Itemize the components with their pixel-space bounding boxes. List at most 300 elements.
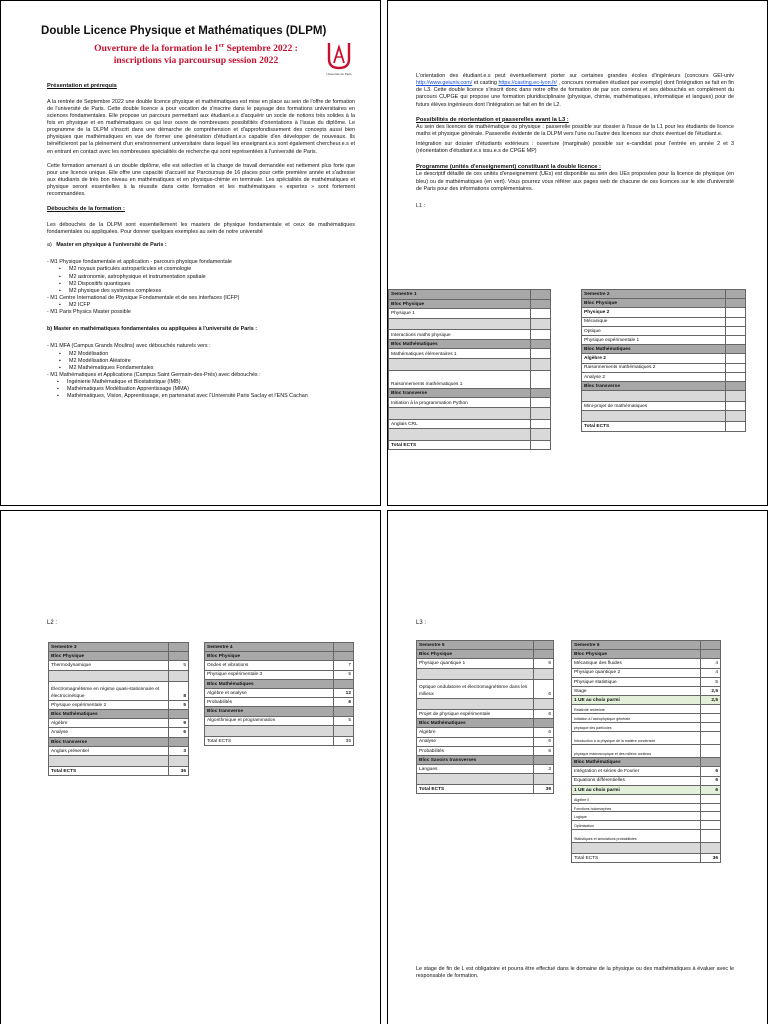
ects-value [531, 398, 551, 408]
heading-programme: Programme (unités d'enseignement) constituant la double licence : [416, 163, 601, 170]
ue-label: Bloc Mathématiques [582, 345, 726, 354]
ue-label: Optique [582, 326, 726, 335]
table-row [389, 370, 551, 388]
ects-value [726, 290, 746, 299]
ue-label [582, 391, 726, 402]
table-row [417, 774, 554, 785]
table-row [572, 722, 721, 731]
table-row [49, 719, 189, 728]
university-logo [323, 39, 355, 79]
table-row [572, 677, 721, 686]
table-row [417, 737, 554, 746]
ue-label: Algorithmique et programmation [205, 716, 334, 725]
ue-label: Stage [572, 686, 701, 695]
list-item: ▪ M2 noyaux particules astroparticules et cosmologie [47, 266, 355, 273]
paragraph-exterieurs: Intégration sur dossier d'étudiants extérieurs : ouverture (marginale) possible sur e-candidat pour l'entrée en année 2 et 3 (réorientation d'étudiant.e.s issu.e.s de CPGE MP) [416, 140, 734, 154]
ue-label: Bloc Physique [205, 652, 334, 661]
table-semestre-6 [571, 640, 721, 863]
ue-label: Bloc Mathématiques [49, 710, 169, 719]
ue-label: Physique expérimentale 1 [582, 335, 726, 344]
ects-value [701, 821, 721, 830]
ue-label: Physique expérimentale 3 [205, 670, 334, 679]
table-row [205, 670, 354, 679]
document-title: Double Licence Physique et Mathématiques (DLPM) [41, 25, 327, 37]
ue-label: Bloc Mathématiques [205, 679, 334, 688]
ects-value: 6 [534, 679, 554, 698]
table-row [582, 326, 746, 335]
paragraph-selection: Cette formation amenant à un double diplôme, elle est sélective et la charge de travail demandée est nettement plus forte que pour une licence unique. Elle offre une capacité d'accueil sur Parcoursup de 16 places pour cette première année et s'adresse aux étudiants de très bon niveau en mathématiques et en physique-chimie en terminale. Les spécialités de mathématiques et physique seront essentielles à la réussite dans cette formation et les mathématiques « expertes » sont fortement recommandées. [47, 162, 355, 198]
logo-caption: Université de Paris [326, 72, 352, 76]
ue-label: Probabilités [417, 746, 534, 755]
ue-label: Physique 2 [582, 308, 726, 317]
table-row [389, 359, 551, 371]
ue-label: Physique quantique 1 [417, 659, 534, 668]
table-row [205, 643, 354, 652]
ects-value [726, 326, 746, 335]
table-semestre-2 [581, 289, 746, 432]
ects-value [531, 429, 551, 441]
ects-value [726, 317, 746, 326]
ue-label: Algèbre [417, 728, 534, 737]
table-row [49, 756, 189, 767]
table-row [572, 731, 721, 744]
ue-label: Total ECTS [582, 422, 726, 431]
table-row [582, 308, 746, 317]
ue-label: Langues [417, 765, 534, 774]
table-row [572, 794, 721, 803]
list-marker: a) [47, 242, 52, 249]
table-row [582, 402, 746, 411]
ects-value: 6 [701, 767, 721, 776]
table-row [572, 767, 721, 776]
ects-value [726, 402, 746, 411]
table-row [49, 746, 189, 755]
ue-label: Raisonnements mathématiques 2 [582, 363, 726, 372]
ects-value [531, 330, 551, 340]
ue-label: Bloc Mathématiques [389, 339, 531, 349]
ects-value [534, 719, 554, 728]
list-item: ▪ M2 ICFP [47, 302, 355, 309]
table-row [389, 349, 551, 359]
table-row [49, 643, 189, 652]
ue-label: Semestre 2 [582, 290, 726, 299]
ects-value [334, 643, 354, 652]
ects-value [334, 725, 354, 736]
table-row [582, 299, 746, 308]
ects-value: 2,5 [701, 686, 721, 695]
ue-label: 1 UE au choix parmi [572, 785, 701, 794]
ects-value [531, 440, 551, 450]
ue-label: Algèbre [49, 719, 169, 728]
ue-label: Raisonnements mathématiques 1 [389, 370, 531, 388]
ue-label: Introduction à la physique de la matière condensée [572, 731, 701, 744]
table-row [582, 372, 746, 381]
table-row [572, 744, 721, 757]
table-row [389, 398, 551, 408]
subtitle-sup: er [218, 43, 225, 49]
ects-value [701, 705, 721, 714]
table-row [582, 422, 746, 431]
table-row [205, 679, 354, 688]
table-row [572, 785, 721, 794]
table-row [49, 737, 189, 746]
university-logo-icon [323, 39, 355, 73]
ue-label: Initiation à la programmation Python [389, 398, 531, 408]
ue-label: Semestre 4 [205, 643, 334, 652]
m1-mfa-list [47, 351, 355, 372]
master-physique-title [47, 242, 355, 249]
table-row [49, 767, 189, 776]
ects-value [531, 299, 551, 309]
ue-label [205, 725, 334, 736]
table-row [417, 765, 554, 774]
list-item: ▪ Mathématiques Modélisation Apprentissage (MMA) [47, 386, 355, 393]
ue-label [417, 698, 534, 709]
ects-value [531, 309, 551, 319]
ue-label: physique macroscopique et des milieux continus [572, 744, 701, 757]
ects-value [169, 643, 189, 652]
m1-icfp-list [47, 302, 355, 309]
ue-label [572, 843, 701, 854]
ects-value [701, 714, 721, 723]
heading-debouches: Débouchés de la formation : [47, 206, 125, 213]
ects-value: 4 [701, 668, 721, 677]
ue-label: Projet de physique expérimentale [417, 709, 534, 718]
ects-value [534, 698, 554, 709]
ects-value: 9 [169, 719, 189, 728]
ue-label: Bloc Physique [49, 652, 169, 661]
ue-label: Total ECTS [205, 736, 334, 745]
ects-value [334, 707, 354, 716]
ects-value [701, 758, 721, 767]
ue-label: Equations différentielles [572, 776, 701, 785]
table-row [582, 317, 746, 326]
list-item: ▪ M2 physique des systèmes complexes [47, 288, 355, 295]
ue-label: Fonctions holomorphes [572, 803, 701, 812]
table-row [389, 408, 551, 420]
ue-label: Interactions maths physique [389, 330, 531, 340]
text-run: , concours normalien étudiant par exemple) dont l'intégration se fait en fin de L3. Cette double licence s'inscrit donc dans notre offre de formation de par son contenu et ses débouchés en complément du parcours CUPGE qui propose une formation pluridisciplinaire (physique, chimie, mathématiques, informatique et langues) pour de futurs élèves ingénieurs dont l'intégration se fait en fin de L2. [416, 80, 734, 108]
table-row [572, 714, 721, 723]
table-row [205, 652, 354, 661]
table-row [205, 736, 354, 745]
table-row [389, 318, 551, 330]
ects-value [531, 349, 551, 359]
ue-label [49, 756, 169, 767]
table-row [417, 650, 554, 659]
ue-label: Thermodynamique [49, 661, 169, 670]
ue-label [389, 408, 531, 420]
table-row [572, 843, 721, 854]
ue-label [389, 359, 531, 371]
ects-value: 5 [169, 661, 189, 670]
ects-value: 6 [534, 746, 554, 755]
list-item: ▪ M2 astronomie, astrophysique et instrumentation spatiale [47, 274, 355, 281]
table-row [417, 755, 554, 764]
ue-label: Total ECTS [572, 854, 701, 863]
ects-value [531, 318, 551, 330]
ects-value [534, 755, 554, 764]
paragraph-presentation: A la rentrée de Septembre 2022 une double licence physique et mathématiques est mise en place au sein de l'offre de formation de l'université de Paris. Cette double licence a pour vocation de s'inscrire dans le paysage des formations universitaires en sciences fondamentales. Elle propose un parcours permettant aux étudiant.e.s d'acquérir un socle de notions très solides à la fois en physique et en mathématiques ce qui leur ouvre de nombreuses possibilités d'orientations à l'issue du diplôme. Le programme de la DLPM s'inscrit dans une démarche de compréhension et d'approfondissement des concepts aussi bien physiques que mathématiques en vue de former une génération d'étudiant.e.s capable d'en développer de nouveaux. Ils bénéficieront par la pleinement d'un environnement universitaire dans lequel les enseignant.e.s sont également chercheur.e.s et en entrant en contact avec les nombreuses spécialités de recherche qui sont représentées à l'université de Paris. [47, 98, 355, 155]
l2-label: L2 : [47, 620, 58, 626]
m1-physique-list [47, 266, 355, 295]
m1-physique: - M1 Physique fondamentale et application - parcours physique fondamentale [47, 259, 232, 266]
table-row [572, 803, 721, 812]
ue-label: Mathématiques élémentaires 1 [389, 349, 531, 359]
ects-value [701, 794, 721, 803]
ects-value: 6 [534, 659, 554, 668]
ue-label: Initiation à l'astrophysique générale [572, 714, 701, 723]
ue-label: Probabilités [205, 698, 334, 707]
table-row [389, 419, 551, 429]
ue-label [582, 411, 726, 422]
ue-label: Analyse 2 [582, 372, 726, 381]
table-row [389, 299, 551, 309]
ue-label: Physique expérimentale 2 [49, 700, 169, 709]
ue-label: Intégration et séries de Fourier [572, 767, 701, 776]
m1-icfp: - M1 Centre International de Physique Fondamentale et de ses interfaces (ICFP) [47, 294, 240, 301]
ects-value [726, 335, 746, 344]
ects-value [726, 299, 746, 308]
heading-presentation: Présentation et prérequis [47, 83, 117, 89]
ects-value [701, 812, 721, 821]
ects-value: 6 [169, 728, 189, 737]
table-row [49, 670, 189, 681]
table-row [417, 679, 554, 698]
table-row [572, 659, 721, 668]
ects-value [169, 670, 189, 681]
ue-label: Ondes et vibrations [205, 661, 334, 670]
table-row [49, 661, 189, 670]
footnote-stage: Le stage de fin de L est obligatoire et pourra être effectué dans le domaine de la physique ou des mathématiques à évaluer avec le responsable de formation. [416, 966, 734, 980]
table-row [417, 719, 554, 728]
paragraph-passerelles: Au sein des licences de mathématique ou physique : passerelle possible sur dossier à l'issue de la L1 pour les étudiants de licence maths et physique générale. Passerelle évidente de la DLPM vers l'une ou l'autre des licences sur choix éventuel de l'étudiant.e. [416, 124, 734, 138]
ects-value [169, 710, 189, 719]
ects-value: 36 [169, 767, 189, 776]
ue-label: Algèbre 2 [582, 354, 726, 363]
ects-value [169, 652, 189, 661]
table-row [389, 388, 551, 398]
m1-ma: - M1 Mathématiques et Applications (Campus Saint Germain-des-Prés) avec débouchés : [47, 371, 261, 378]
table-row [582, 290, 746, 299]
ects-value [534, 774, 554, 785]
table-row [582, 354, 746, 363]
subtitle-part: Ouverture de la formation le 1 [94, 43, 219, 55]
ue-label: Bloc Physique [582, 299, 726, 308]
table-row [417, 698, 554, 709]
table-row [582, 391, 746, 402]
list-item: ▪ Ingénierie Mathématique et Biostatistique (IMB) [47, 379, 355, 386]
ue-label: Physique 1 [389, 309, 531, 319]
list-item: ▪ M2 Modélisation [47, 351, 355, 358]
m1-mfa: - M1 MFA (Campus Grands Moulins) avec débouchés naturels vers : [47, 343, 211, 350]
ects-value [534, 650, 554, 659]
ects-value: 6 [701, 776, 721, 785]
ue-label: Bloc transverse [389, 388, 531, 398]
m1-paris-physics: - M1 Paris Physics Master possible [47, 309, 131, 316]
ects-value [701, 731, 721, 744]
ue-label: Mécanique des fluides [572, 659, 701, 668]
ue-label: Logique [572, 812, 701, 821]
ue-label: Bloc Savoirs transverses [417, 755, 534, 764]
page-1 [0, 0, 381, 506]
ects-value [534, 641, 554, 650]
list-item: ▪ M2 Modélisation Aléatoire [47, 358, 355, 365]
opening-subtitle [71, 43, 321, 66]
table-semestre-5 [416, 640, 554, 794]
ects-value: 2,5 [701, 696, 721, 705]
ects-value [701, 722, 721, 731]
heading-reorientation: Possibilités de réorientation et passerelles avant la L3 : [416, 116, 569, 123]
master-physique-label: Master en physique à l'université de Paris : [56, 242, 167, 249]
ects-value: 35 [334, 736, 354, 745]
table-row [572, 821, 721, 830]
ue-label [389, 429, 531, 441]
ue-label: Semestre 6 [572, 641, 701, 650]
table-row [417, 659, 554, 668]
table-row [205, 698, 354, 707]
ue-label: Statistiques et simulations probabilistes [572, 829, 701, 842]
ects-value [726, 308, 746, 317]
ects-value: 5 [334, 716, 354, 725]
ects-value [701, 744, 721, 757]
table-semestre-1 [388, 289, 551, 450]
paragraph-programme: Le descriptif détaillé de ces unités d'enseignement (UEs) est disponible au sein des UEs proposées pour la licence de physique (en bleu) ou de mathématiques (en vert). Vous pourrez vous référer aux pages web de chacune de ces licences sur le site d'université de Paris pour des informations complémentaires. [416, 171, 734, 192]
ects-value [726, 363, 746, 372]
table-semestre-3 [48, 642, 189, 776]
table-row [49, 652, 189, 661]
list-item: ▪ M2 Mathématiques Fondamentales [47, 365, 355, 372]
table-row [49, 681, 189, 700]
table-row [582, 363, 746, 372]
table-row [389, 429, 551, 441]
paragraph-orientation [416, 73, 734, 109]
ects-value [531, 359, 551, 371]
table-row [49, 700, 189, 709]
table-row [205, 688, 354, 697]
ue-label: Mini-projet de mathématiques [582, 402, 726, 411]
table-row [389, 309, 551, 319]
ects-value [531, 339, 551, 349]
ue-label: Semestre 3 [49, 643, 169, 652]
table-row [572, 812, 721, 821]
table-row [205, 716, 354, 725]
ects-value [531, 419, 551, 429]
ue-label: Bloc Physique [572, 650, 701, 659]
text-run: et casting [472, 80, 499, 87]
page-3 [0, 510, 381, 1024]
ects-value: 6 [701, 785, 721, 794]
table-row [417, 709, 554, 718]
ue-label [49, 670, 169, 681]
table-row [389, 290, 551, 300]
ects-value: 6 [534, 728, 554, 737]
page-4 [387, 510, 768, 1024]
ects-value: 3 [534, 765, 554, 774]
table-row [389, 339, 551, 349]
table-row [572, 650, 721, 659]
ue-label: Analyse [49, 728, 169, 737]
ects-value [531, 290, 551, 300]
ects-value: 39 [534, 785, 554, 794]
ects-value: 5 [169, 700, 189, 709]
ue-label: Relativité restreinte [572, 705, 701, 714]
table-row [572, 705, 721, 714]
ue-label: Optique ondulatoire et électromagnétisme dans les milieux [417, 679, 534, 698]
ects-value [726, 381, 746, 390]
list-item: ▪ Mathématiques, Vision, Apprentissage, en partenariat avec l'Université Paris Saclay et l'ENS Cachan [47, 393, 355, 400]
ects-value [531, 370, 551, 388]
table-row [582, 411, 746, 422]
ue-label: Bloc transverse [205, 707, 334, 716]
table-row [572, 641, 721, 650]
ue-label: Mécanique [582, 317, 726, 326]
ects-value: 3 [169, 746, 189, 755]
ue-label: Bloc Mathématiques [572, 758, 701, 767]
ue-label: Total ECTS [389, 440, 531, 450]
table-row [572, 829, 721, 842]
ue-label: Semestre 5 [417, 641, 534, 650]
ue-label: Analyse [417, 737, 534, 746]
ects-value [726, 411, 746, 422]
ects-value: 8 [169, 681, 189, 700]
table-row [572, 854, 721, 863]
ects-value [534, 668, 554, 679]
table-semestre-4 [204, 642, 354, 746]
ue-label: Optimisation [572, 821, 701, 830]
table-row [572, 668, 721, 677]
text-run: L'orientation des étudiant.e.s peut éventuellement porter sur certaines grandes écoles d'ingénieurs (concours GEI-univ [416, 73, 734, 79]
page-2 [387, 0, 768, 506]
table-row [582, 345, 746, 354]
l3-label: L3 : [416, 620, 427, 626]
ue-label: Algèbre et analyse [205, 688, 334, 697]
ue-label: 1 UE au choix parmi [572, 696, 701, 705]
ects-value [169, 737, 189, 746]
table-row [205, 661, 354, 670]
ue-label [417, 774, 534, 785]
section-orientation [416, 73, 734, 210]
table-row [49, 710, 189, 719]
table-row [205, 725, 354, 736]
link-casting[interactable]: https://casting.ec-lyon.fr/ [498, 80, 557, 87]
ue-label: Total ECTS [49, 767, 169, 776]
table-row [582, 381, 746, 390]
ue-label: Bloc transverse [49, 737, 169, 746]
l1-label: L1 : [416, 202, 425, 209]
table-row [572, 686, 721, 695]
ects-value: 12 [334, 688, 354, 697]
table-row [572, 696, 721, 705]
ects-value [726, 354, 746, 363]
table-row [417, 728, 554, 737]
master-maths-title: b) Master en mathématiques fondamentales ou appliquées à l'université de Paris : [47, 326, 258, 333]
ects-value: 5 [334, 670, 354, 679]
ue-label [417, 668, 534, 679]
ects-value [334, 652, 354, 661]
ue-label: Anglais CRL [389, 419, 531, 429]
table-row [49, 728, 189, 737]
ects-value: 4 [701, 659, 721, 668]
ects-value [531, 388, 551, 398]
link-geiuniv[interactable]: http://www.geiuniv.com/ [416, 80, 473, 87]
ects-value: 7 [334, 661, 354, 670]
table-row [417, 668, 554, 679]
table-row [389, 330, 551, 340]
ects-value [701, 843, 721, 854]
subtitle-line-2: inscriptions via parcoursup session 2022 [113, 54, 279, 66]
ue-label: Semestre 1 [389, 290, 531, 300]
